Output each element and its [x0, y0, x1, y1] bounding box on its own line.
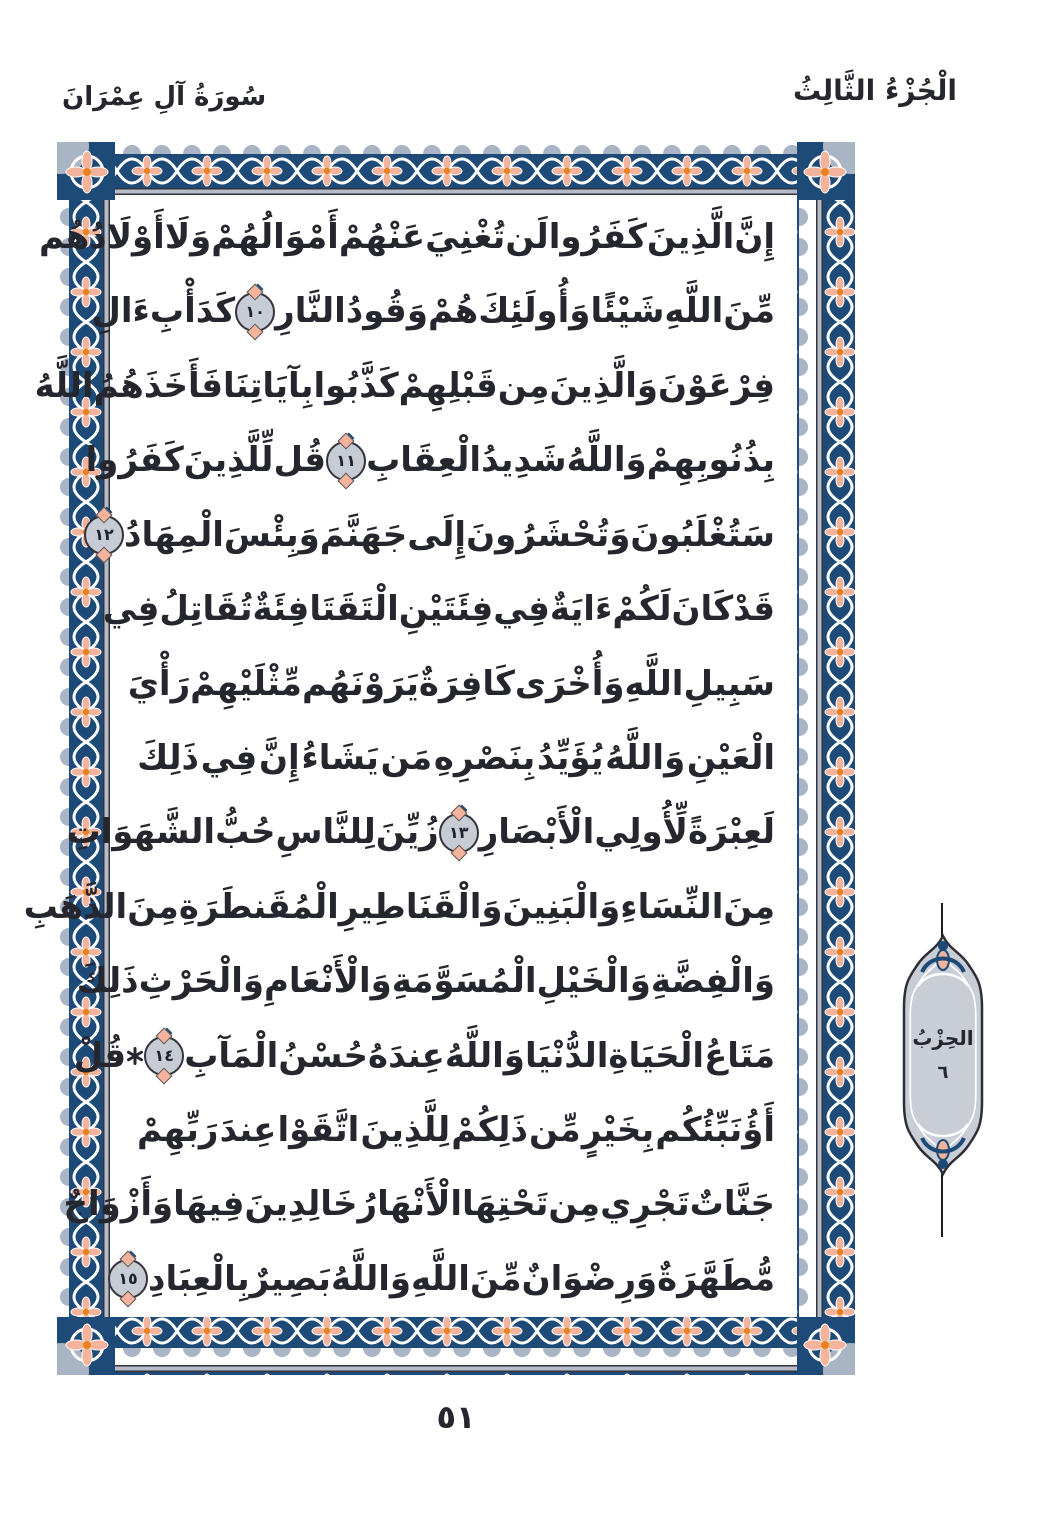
quran-line: [73, 1031, 775, 1082]
quran-word: وَالْفِضَّةِ: [650, 961, 775, 1002]
quran-word: مِّنَ: [469, 1258, 522, 1299]
quran-word: ذَلِكَ: [137, 737, 199, 778]
quran-word: يُؤَيِّدُ: [536, 737, 604, 778]
quran-word: وَرِضْوَانٌ: [521, 1258, 658, 1299]
quran-word: الْعِقَابِ: [366, 440, 482, 481]
quran-word: اتَّقَوْا: [277, 1110, 360, 1151]
quran-line: [137, 1105, 775, 1156]
quran-word: وَالْقَنَاطِيرِ: [338, 886, 503, 927]
quran-lines: [23, 212, 775, 1305]
quran-word: إِنَّ: [734, 217, 775, 257]
hizb-medallion-ornament: [898, 930, 988, 1180]
quran-word: رَأْيَ: [127, 663, 191, 704]
quran-word: إِنَّ: [258, 737, 300, 778]
quran-word: اللَّهِ: [664, 291, 724, 332]
quran-word: إِلَى: [407, 514, 467, 555]
quran-word: ذَلِكَ: [76, 961, 139, 1002]
quran-word: مِّثْلَيْهِمْ: [190, 663, 302, 704]
quran-line: [85, 435, 775, 486]
quran-word: لِلنَّاسِ: [275, 812, 376, 853]
quran-word: وَاللَّهُ: [605, 737, 686, 778]
verse-number-marker: ١٥: [108, 1259, 148, 1299]
quran-word: قَبْلِهِمْ: [398, 365, 498, 406]
verse-number-marker: ١٣: [439, 813, 479, 853]
quran-word: فِي: [102, 589, 160, 630]
quran-word: مِّنَ: [723, 291, 775, 332]
quran-line: [91, 286, 775, 337]
quran-line: [137, 733, 775, 784]
quran-word: ءَايَةٌ: [549, 589, 613, 630]
quran-word: تَجْرِي: [600, 1184, 690, 1225]
quran-word: يَشَاءُ: [301, 737, 379, 778]
quran-word: بِخَيْرٍ: [581, 1110, 655, 1151]
quran-word: بِآيَاتِنَا: [223, 365, 314, 406]
quran-line: [94, 510, 775, 561]
ornamental-frame: [23, 142, 855, 1375]
quran-word: الَّذِينَ: [646, 217, 735, 257]
quran-word: زُيِّنَ: [375, 812, 439, 853]
hizb-number: ٦: [937, 1062, 949, 1083]
quran-word: بِالْعِبَادِ: [148, 1258, 250, 1299]
quran-line: [66, 807, 775, 858]
juz-title: الْجُزْءُ الثَّالِثُ: [793, 74, 957, 107]
quran-word: سَبِيلِ: [683, 663, 775, 704]
quran-word: مِنَ: [127, 886, 179, 927]
quran-word: الدُّنْيَا: [524, 1035, 609, 1076]
quran-word: خَالِدِينَ: [244, 1184, 358, 1225]
quran-word: وَقُودُ: [345, 291, 428, 332]
quran-word: شَدِيدُ: [481, 440, 567, 481]
quran-word: وَلَا: [164, 217, 212, 257]
quran-word: وَبِئْسَ: [223, 514, 320, 555]
quran-word: عِندَهُ: [368, 1035, 445, 1076]
quran-word: كَدَأْبِ: [149, 291, 236, 332]
quran-word: كَفَرُوا: [85, 440, 184, 481]
quran-word: فِي: [493, 589, 550, 630]
quran-word: كَانَ: [671, 589, 734, 630]
quran-line: [34, 361, 775, 412]
quran-word: تُغْنِيَ: [425, 217, 506, 257]
quran-word: قُل: [273, 440, 327, 481]
surah-title: سُورَةُ آلِ عِمْرَانَ: [62, 82, 267, 112]
quran-line: [102, 584, 775, 635]
quran-word: هُمْ: [427, 291, 479, 332]
quran-word: بِذُنُوبِهِمْ: [646, 440, 775, 481]
quran-word: مِن: [548, 1184, 601, 1225]
quran-word: الذَّهَبِ: [23, 886, 128, 927]
quran-word: يَرَوْنَهُم: [301, 663, 419, 704]
quran-word: لَن: [505, 217, 549, 257]
quran-word: فِرْعَوْنَ: [658, 365, 775, 406]
quran-word: حُبُّ: [215, 812, 276, 853]
quran-word: مَتَاعُ: [704, 1035, 775, 1076]
quran-word: كَفَرُوا: [548, 217, 647, 257]
quran-word: الْعَيْنِ: [686, 737, 775, 778]
quran-word: قَدْ: [733, 589, 775, 630]
quran-word: تَحْتِهَا: [462, 1184, 549, 1225]
quran-word: الْتَقَتَا: [309, 589, 399, 630]
quran-line: [63, 1179, 775, 1230]
quran-word: مِن: [497, 365, 550, 406]
quran-word: الْحَيَاةِ: [608, 1035, 705, 1076]
quran-word: وَالْخَيْلِ: [536, 961, 651, 1002]
quran-word: حُسْنُ: [278, 1035, 369, 1076]
quran-word: وَأَزْوَاجٌ: [63, 1184, 174, 1225]
quran-word: ذَلِكُمْ: [451, 1110, 528, 1151]
quran-word: وَالْحَرْثِ: [138, 961, 264, 1002]
quran-word: النَّارِ: [275, 291, 346, 332]
quran-word: أَوْلَادُهُم: [39, 217, 165, 257]
hizb-medallion: [898, 930, 988, 1180]
quran-word: فِي: [200, 737, 258, 778]
quran-word: كَافِرَةٌ: [418, 663, 515, 704]
quran-word: مُّطَهَّرَةٌ: [657, 1258, 775, 1299]
quran-word: وَاللَّهُ: [330, 1258, 412, 1299]
quran-word: الْمُسَوَّمَةِ: [391, 961, 537, 1002]
verse-number-marker: ١٢: [84, 515, 124, 555]
quran-word: النِّسَاءِ: [620, 886, 724, 927]
verse-number-marker: ١٠: [235, 292, 275, 332]
quran-word: وَأُولَئِكَ: [478, 291, 591, 332]
quran-word: بِنَصْرِهِ: [433, 737, 536, 778]
quran-word: فِيهَا: [173, 1184, 245, 1225]
quran-word: لِّأُولِي: [594, 812, 688, 853]
quran-word: اللَّهِ: [411, 1258, 470, 1299]
quran-word: وَاللَّهُ: [566, 440, 647, 481]
quran-word: جَنَّاتٌ: [689, 1184, 775, 1225]
quran-word: وَالَّذِينَ: [549, 365, 659, 406]
quran-line: [76, 956, 775, 1007]
quran-word: لِلَّذِينَ: [360, 1110, 451, 1151]
verse-number-marker: ١٤: [144, 1036, 184, 1076]
quran-word: ءَالِ: [91, 291, 150, 332]
quran-word: تُقَاتِلُ: [159, 589, 253, 630]
quran-word: جَهَنَّمَ: [319, 514, 408, 555]
quran-word: الشَّهَوَاتِ: [66, 812, 216, 853]
quran-word: الْأَبْصَارِ: [478, 812, 595, 853]
quran-word: عَنْهُمْ: [338, 217, 426, 257]
quran-line: [39, 212, 775, 263]
rub-el-hizb-star-icon: [126, 1047, 144, 1065]
quran-word: قُلْ: [73, 1035, 127, 1076]
quran-word: الْأَنْهَارُ: [357, 1184, 463, 1225]
quran-line: [23, 882, 775, 933]
quran-word: وَاللَّهُ: [444, 1035, 525, 1076]
text-frame: [23, 200, 797, 1317]
quran-word: اللَّهُ: [34, 365, 94, 406]
quran-word: أَمْوَالُهُمْ: [211, 217, 339, 257]
quran-word: فِئَتَيْنِ: [398, 589, 494, 630]
quran-word: مِّن: [529, 1110, 581, 1151]
quran-word: سَتُغْلَبُونَ: [630, 514, 775, 555]
quran-line: [127, 659, 775, 710]
quran-word: كَذَّبُوا: [313, 365, 399, 406]
quran-word: الْمَآبِ: [184, 1035, 279, 1076]
quran-word: وَالْأَنْعَامِ: [263, 961, 392, 1002]
quran-word: فَأَخَذَهُمُ: [93, 365, 224, 406]
quran-word: عِندَ: [219, 1110, 277, 1151]
quran-line: [118, 1254, 775, 1305]
quran-word: وَالْبَنِينَ: [502, 886, 621, 927]
quran-word: اللَّهِ: [624, 663, 684, 704]
quran-word: وَأُخْرَى: [514, 663, 625, 704]
page-number: ٥١: [436, 1398, 476, 1436]
quran-word: لَعِبْرَةً: [687, 812, 775, 853]
quran-word: أَؤُنَبِّئُكُم: [655, 1110, 775, 1151]
quran-word: لَكُمْ: [612, 589, 672, 630]
hizb-label: الحِزْبُ: [912, 1026, 974, 1050]
quran-word: مِنَ: [723, 886, 775, 927]
quran-word: لِّلَّذِينَ: [183, 440, 274, 481]
quran-word: وَتُحْشَرُونَ: [466, 514, 631, 555]
quran-word: بَصِيرٌ: [249, 1258, 331, 1299]
quran-word: الْمِهَادُ: [124, 514, 224, 555]
quran-word: فِئَةٌ: [252, 589, 310, 630]
verse-number-marker: ١١: [326, 441, 366, 481]
quran-word: رَبِّهِمْ: [137, 1110, 219, 1151]
quran-word: مَن: [380, 737, 433, 778]
quran-word: الْمُقَنطَرَةِ: [178, 886, 339, 927]
quran-word: شَيْئًا: [590, 291, 665, 332]
